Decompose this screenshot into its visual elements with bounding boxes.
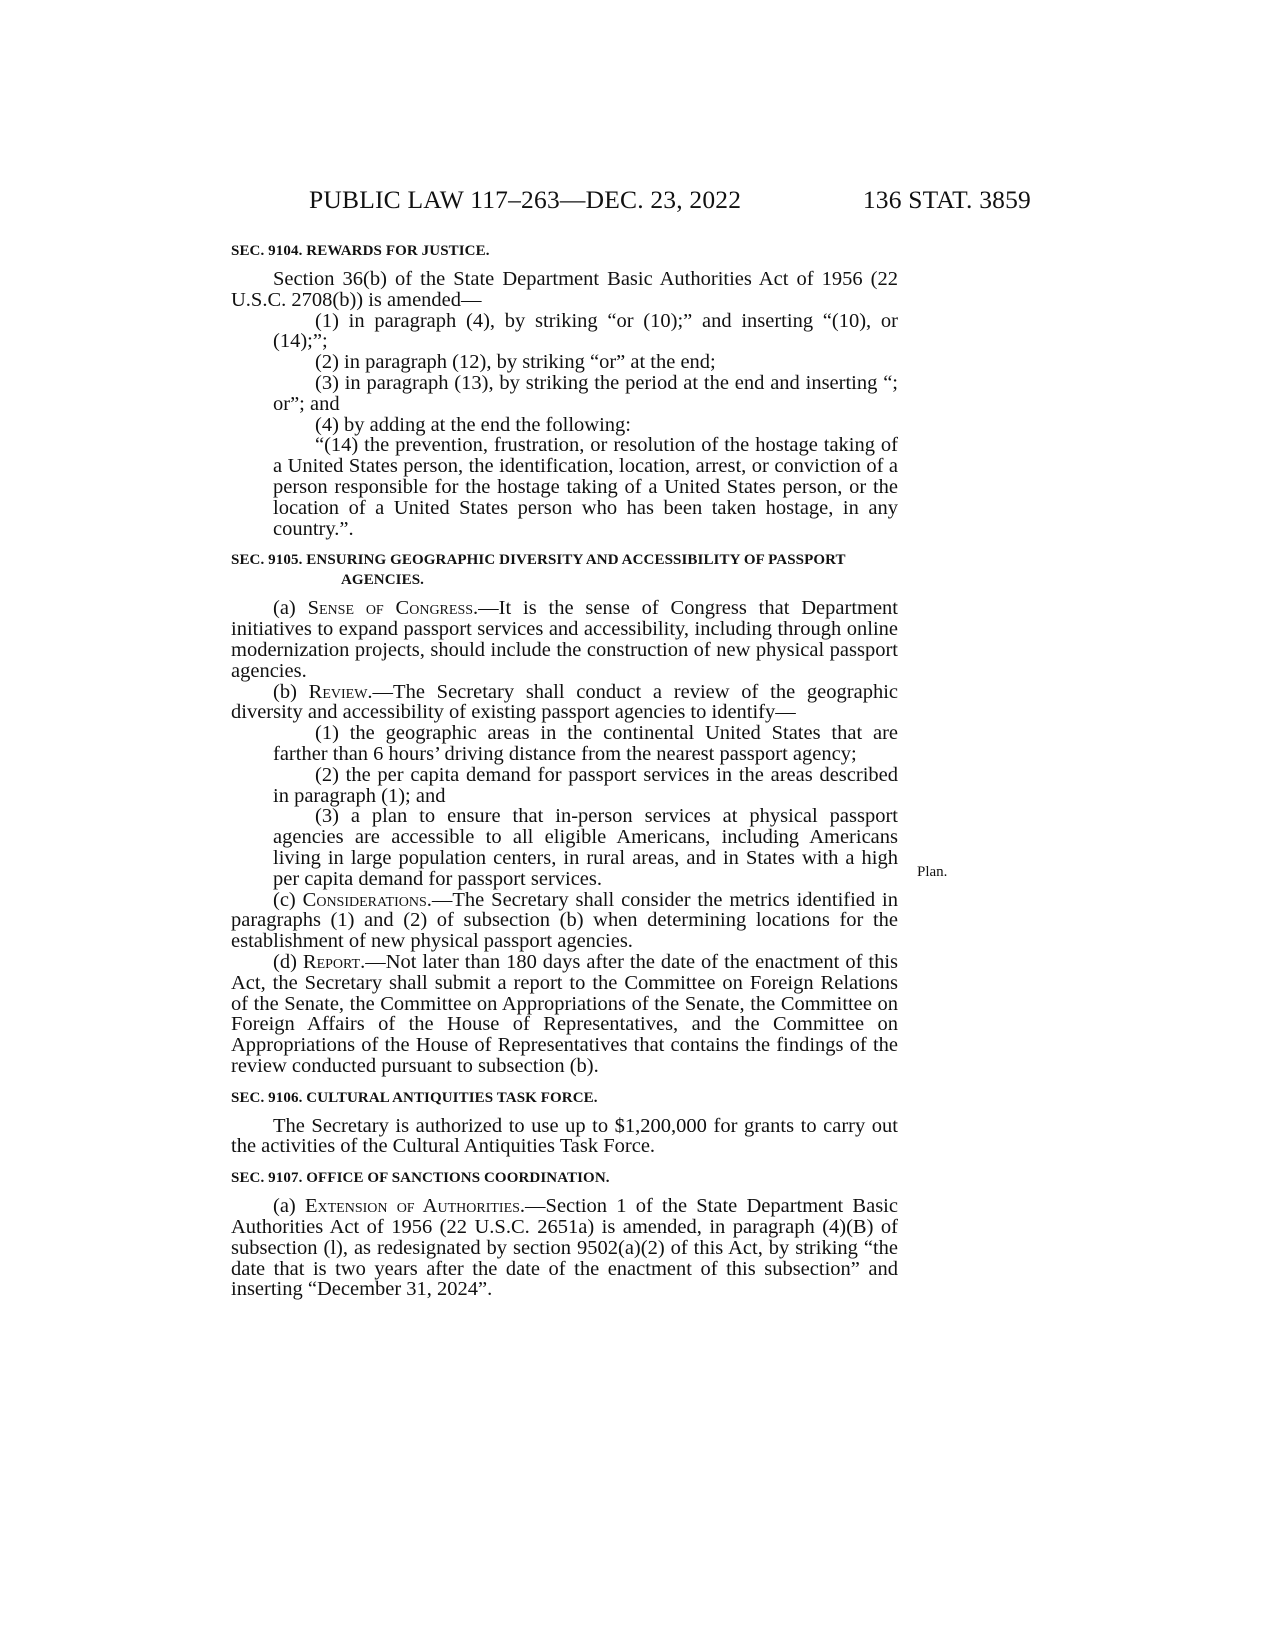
sec-9104-item-1: (1) in paragraph (4), by striking “or (10);” and inserting “(10), or (14);”; bbox=[273, 309, 898, 353]
subsection-b-heading: Review bbox=[308, 680, 368, 703]
document-body bbox=[231, 241, 898, 1300]
sec-9106-text: The Secretary is authorized to use up to $1,200,000 for grants to carry out the activities of the Cultural Antiquities Task Force. bbox=[231, 1114, 898, 1158]
subsection-a-text: .—It is the sense of Congress that Department initiatives to expand passport services and accessibility, including through online modernization projects, should include the construction of new physical passport agencies. bbox=[231, 597, 899, 682]
subsection-a-heading: Sense of Congress bbox=[307, 597, 474, 620]
running-head: PUBLIC LAW 117–263—DEC. 23, 2022 bbox=[309, 185, 742, 214]
sec-9105-b-item-1: (1) the geographic areas in the continental United States that are farther than 6 hours’ driving distance from the nearest passport agency; bbox=[273, 722, 898, 765]
subsection-d-heading: Report bbox=[302, 950, 361, 973]
sec-9105-b-item-2: (2) the per capita demand for passport services in the areas described in paragraph (1); and bbox=[273, 763, 898, 807]
sec-9104-item-3: (3) in paragraph (13), by striking the period at the end and inserting “; or”; and bbox=[273, 371, 898, 415]
sec-9107-subsection-a: (a) Extension of Authorities.—Section 1 of the State Department Basic Authorities Act of 1956 (22 U.S.C. 2651a) is amended, in paragraph (4)(B) of subsection (l), as redesignated by section 9502(a)(2) of this Act, by striking “the date that is two years after the date of the enactment of this subsection” and inserting “December 31, 2024”. bbox=[231, 1195, 898, 1301]
page-header bbox=[231, 185, 1031, 225]
section-heading-9107: SEC. 9107. OFFICE OF SANCTIONS COORDINATION. bbox=[231, 1170, 610, 1187]
margin-note-plan: Plan. bbox=[917, 864, 948, 880]
subsection-b-text: .—The Secretary shall conduct a review of the geographic diversity and accessibility of existing passport agencies to identify— bbox=[231, 680, 898, 724]
sec-9105-b-item-3: (3) a plan to ensure that in-person services at physical passport agencies are accessible to all eligible Americans, including Americans living in large population centers, in rural areas, and in States with a high per capita demand for passport services. bbox=[273, 805, 898, 890]
subsection-c-text: .—The Secretary shall consider the metrics identified in paragraphs (1) and (2) of subsection (b) when determining locations for the establishment of new physical passport agencies. bbox=[231, 888, 898, 953]
sec-9104-quoted-text: “(14) the prevention, frustration, or resolution of the hostage taking of a United States person, the identification, location, arrest, or conviction of a person responsible for the hostage taking of a United States person, or the location of a United States person who has been taken hostage, in any country.”. bbox=[273, 434, 898, 540]
stat-page-number: 136 STAT. 3859 bbox=[862, 185, 1031, 214]
sec-9105-subsection-c: (c) Considerations.—The Secretary shall consider the metrics identified in paragraphs (1) and (2) of subsection (b) when determining locations for the establishment of new physical passport agencies. bbox=[231, 888, 898, 953]
section-heading-9105: SEC. 9105. ENSURING GEOGRAPHIC DIVERSITY AND ACCESSIBILITY OF PASSPORT AGENCIES. bbox=[231, 552, 846, 589]
sec-9107-a-heading: Extension of Authorities bbox=[304, 1195, 520, 1218]
sec-9107-a-text: .—Section 1 of the State Department Basic Authorities Act of 1956 (22 U.S.C. 2651a) is amended, in paragraph (4)(B) of subsection (l), as redesignated by section 9502(a)(2) of this Act, by striking “the date that is two years after the date of the enactment of this subsection” and inserting “December 31, 2024”. bbox=[231, 1195, 898, 1301]
subsection-d-text: .—Not later than 180 days after the date of the enactment of this Act, the Secretary shall submit a report to the Committee on Foreign Relations of the Senate, the Committee on Appropriations of the Senate, the Committee on Foreign Affairs of the House of Representatives, and the Committee on Appropriations of the House of Representatives that contains the findings of the review conducted pursuant to subsection (b). bbox=[231, 950, 898, 1077]
sec-9105-subsection-d: (d) Report.—Not later than 180 days after the date of the enactment of this Act, the Secretary shall submit a report to the Committee on Foreign Relations of the Senate, the Committee on Appropriations of the Senate, the Committee on Foreign Affairs of the House of Representatives, and the Committee on Appropriations of the House of Representatives that contains the findings of the review conducted pursuant to subsection (b). bbox=[231, 950, 898, 1077]
sec-9105-subsection-a: (a) Sense of Congress.—It is the sense of Congress that Department initiatives to expand passport services and accessibility, including through online modernization projects, should include the construction of new physical passport agencies. bbox=[231, 597, 899, 682]
section-heading-9106: SEC. 9106. CULTURAL ANTIQUITIES TASK FORCE. bbox=[231, 1089, 598, 1106]
section-heading-9104: SEC. 9104. REWARDS FOR JUSTICE. bbox=[231, 243, 490, 259]
sec-9104-intro: Section 36(b) of the State Department Basic Authorities Act of 1956 (22 U.S.C. 2708(b)) is amended— bbox=[231, 268, 898, 311]
sec-9104-item-4: (4) by adding at the end the following: bbox=[315, 413, 631, 436]
sec-9105-subsection-b: (b) Review.—The Secretary shall conduct a review of the geographic diversity and accessibility of existing passport agencies to identify— bbox=[231, 680, 898, 724]
sec-9104-item-2: (2) in paragraph (12), by striking “or” at the end; bbox=[315, 351, 716, 374]
subsection-c-heading: Considerations bbox=[302, 888, 427, 911]
